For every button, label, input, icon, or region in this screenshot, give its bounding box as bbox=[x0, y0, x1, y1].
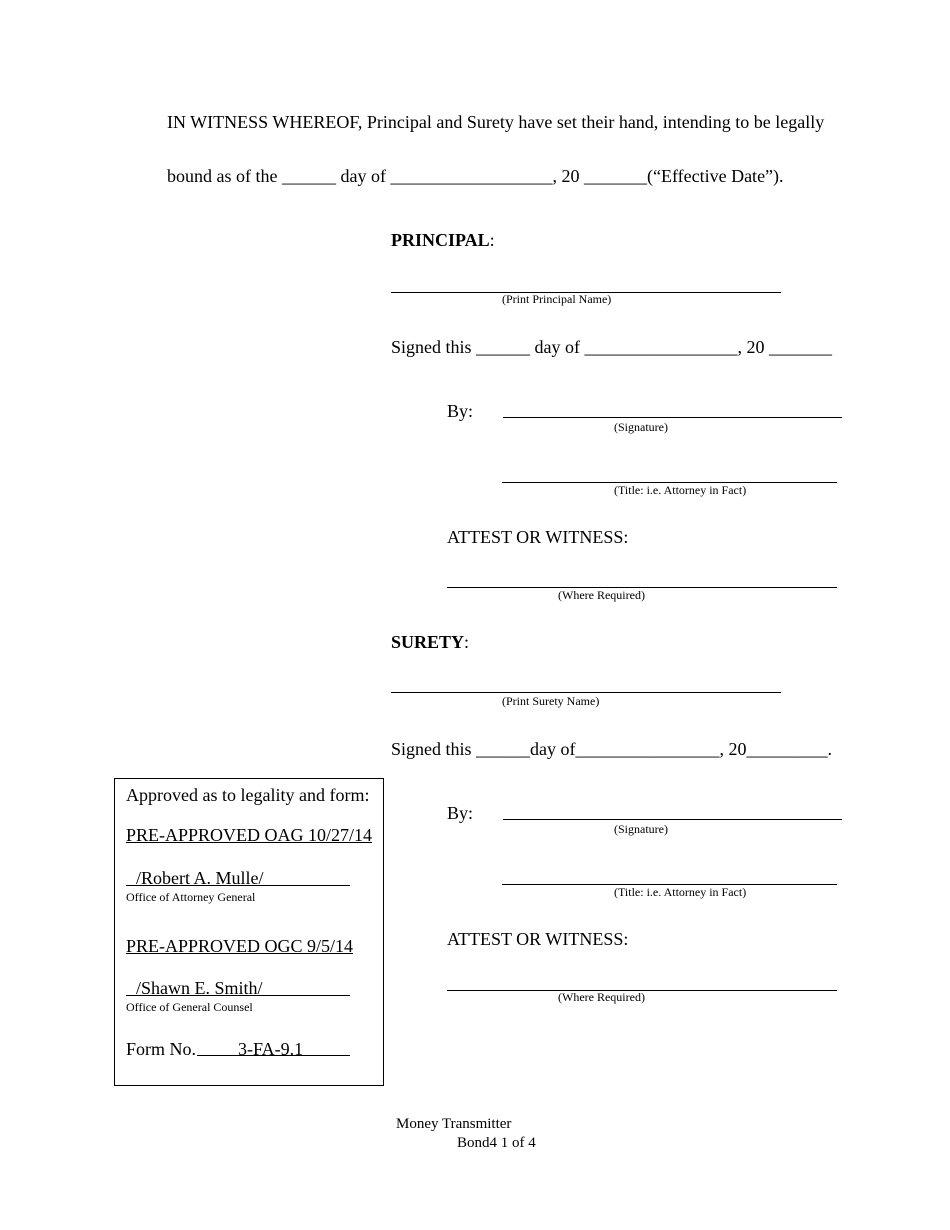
oag-office: Office of Attorney General bbox=[126, 890, 256, 904]
ogc-signature: /Shawn E. Smith/ bbox=[136, 978, 263, 998]
surety-by-label: By: bbox=[447, 803, 474, 823]
principal-where-required-caption: (Where Required) bbox=[558, 588, 645, 602]
principal-title-caption: (Title: i.e. Attorney in Fact) bbox=[614, 483, 747, 497]
intro-line-1: IN WITNESS WHEREOF, Principal and Surety have set their hand, intending to be legally bbox=[167, 112, 825, 132]
principal-signature-caption: (Signature) bbox=[614, 420, 668, 434]
form-no-label: Form No. bbox=[126, 1039, 197, 1059]
surety-heading-colon: : bbox=[464, 632, 470, 652]
surety-heading bbox=[391, 633, 469, 651]
principal-name-caption: (Print Principal Name) bbox=[502, 292, 612, 306]
principal-attest-label: ATTEST OR WITNESS: bbox=[447, 527, 629, 547]
surety-signed-line: Signed this ______day of________________, 20_________. bbox=[391, 739, 832, 759]
surety-where-required-caption: (Where Required) bbox=[558, 990, 645, 1004]
surety-heading-label: SURETY bbox=[391, 632, 465, 652]
oag-signature: /Robert A. Mulle/ bbox=[136, 868, 264, 888]
principal-signed-line: Signed this ______ day of _________________, 20 _______ bbox=[391, 337, 832, 357]
ogc-office: Office of General Counsel bbox=[126, 1000, 253, 1014]
surety-signature-caption: (Signature) bbox=[614, 822, 668, 836]
principal-heading-colon: : bbox=[489, 230, 495, 250]
principal-signature-line[interactable] bbox=[503, 417, 842, 418]
oag-preapproved: PRE-APPROVED OAG 10/27/14 bbox=[126, 825, 373, 845]
oag-signature-line bbox=[126, 885, 350, 886]
surety-attest-label: ATTEST OR WITNESS: bbox=[447, 929, 629, 949]
ogc-preapproved: PRE-APPROVED OGC 9/5/14 bbox=[126, 936, 354, 956]
principal-heading-label: PRINCIPAL bbox=[391, 230, 490, 250]
intro-line-2: bound as of the ______ day of __________________, 20 _______(“Effective Date”). bbox=[167, 166, 784, 186]
principal-heading bbox=[391, 231, 495, 249]
principal-by-label: By: bbox=[447, 401, 474, 421]
surety-title-caption: (Title: i.e. Attorney in Fact) bbox=[614, 885, 747, 899]
approved-text: Approved as to legality and form: bbox=[126, 785, 370, 805]
footer-line-1: Money Transmitter bbox=[396, 1116, 512, 1132]
footer-line-2: Bond4 1 of 4 bbox=[457, 1135, 536, 1151]
surety-name-caption: (Print Surety Name) bbox=[502, 694, 600, 708]
surety-name-line[interactable] bbox=[391, 692, 781, 693]
ogc-signature-line bbox=[126, 995, 350, 996]
surety-signature-line[interactable] bbox=[503, 819, 842, 820]
form-no-value: 3-FA-9.1 bbox=[238, 1039, 304, 1059]
